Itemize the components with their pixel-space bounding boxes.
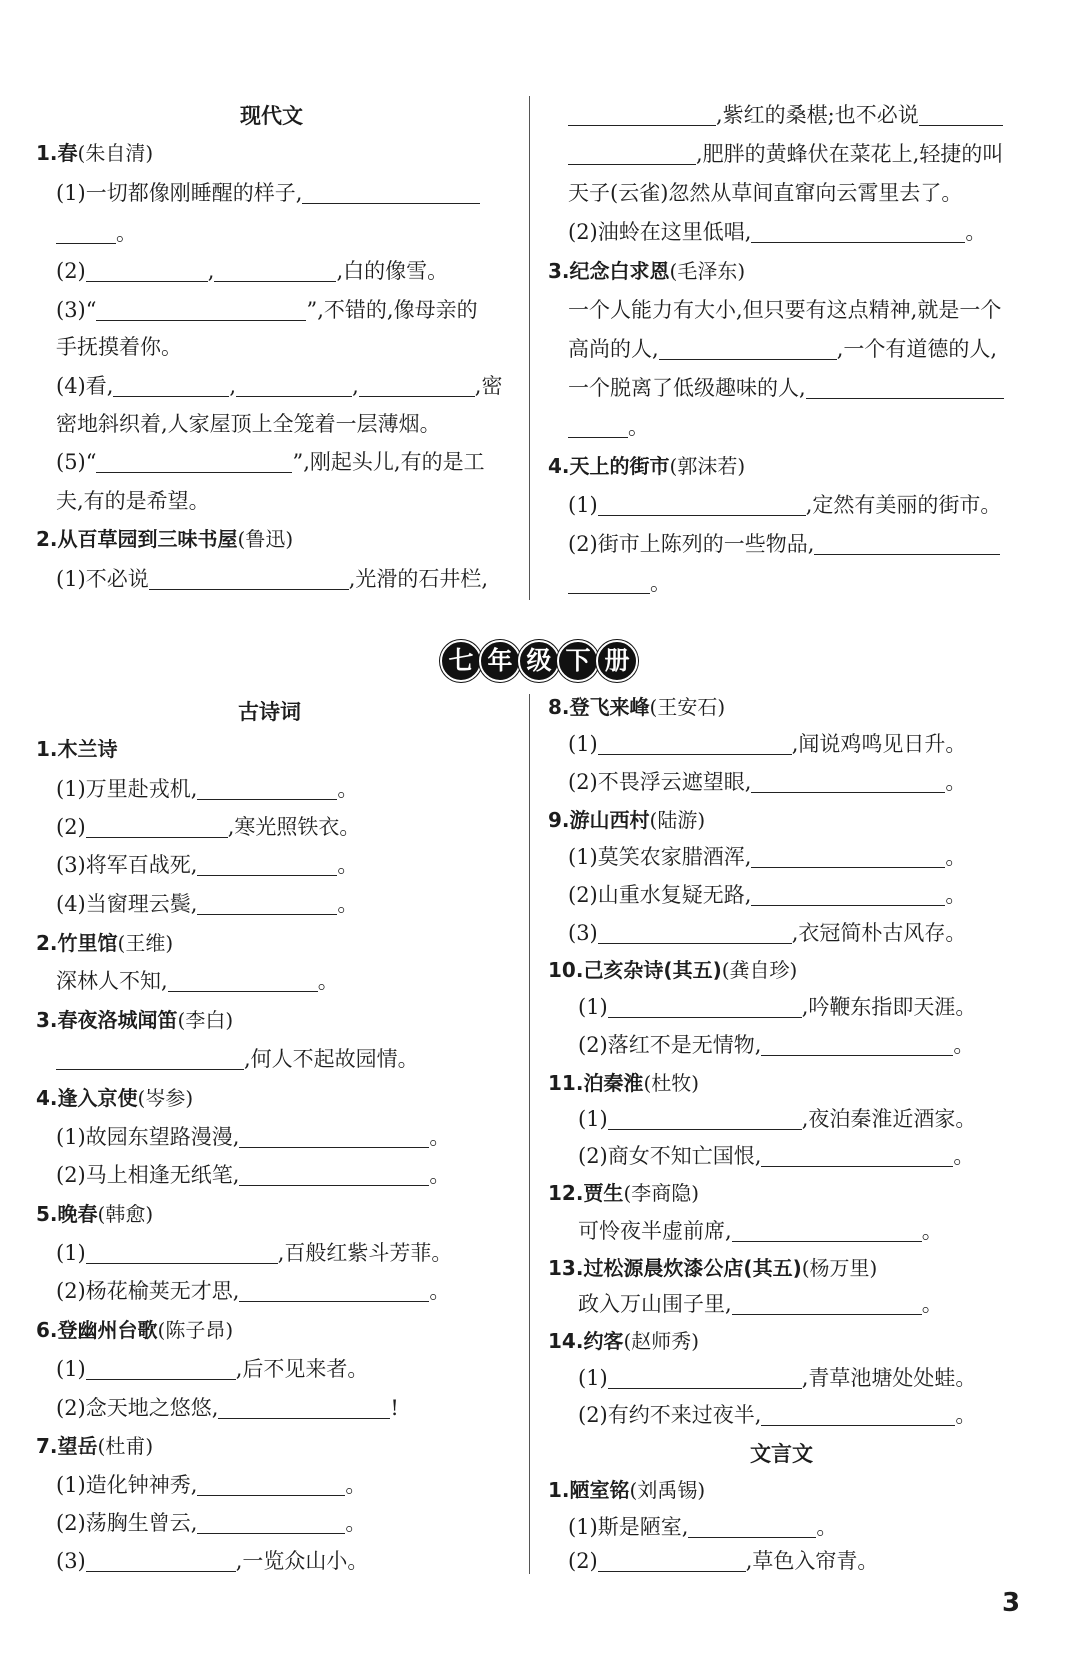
answer-blank[interactable] — [236, 374, 352, 397]
line-text: ,密 — [474, 374, 503, 398]
line-text: (3) — [568, 921, 598, 945]
line-text: (2) — [56, 815, 86, 839]
line-text: ,一览众山小。 — [235, 1549, 369, 1573]
line-text: (2)念天地之悠悠, — [56, 1396, 219, 1420]
fill-line — [568, 1512, 837, 1542]
fill-line — [56, 178, 480, 208]
question-heading — [548, 1068, 699, 1098]
line-text: 。 — [337, 853, 359, 877]
question-heading — [36, 138, 153, 168]
line-text: (4)当窗理云鬓, — [56, 892, 198, 916]
banner-char: 下 — [557, 640, 599, 682]
section-title-classical-prose: 文言文 — [750, 1442, 813, 1466]
answer-blank[interactable] — [732, 1292, 922, 1315]
line-text: 。 — [945, 770, 967, 794]
question-number: 13. — [548, 1256, 584, 1280]
line-text: ,紫红的桑椹;也不必说 — [716, 103, 919, 127]
line-text: (3)“ — [56, 298, 97, 322]
question-title: 从百草园到三味书屋 — [57, 527, 238, 551]
answer-blank[interactable] — [359, 374, 475, 397]
line-text: (2)有约不来过夜半, — [578, 1403, 762, 1427]
answer-blank[interactable] — [302, 181, 480, 204]
question-title: 贾生 — [583, 1181, 624, 1205]
question-title: 登飞来峰 — [569, 695, 650, 719]
line-text: (2)油蛉在这里低唱, — [568, 220, 752, 244]
answer-blank[interactable] — [113, 374, 229, 397]
question-number: 4. — [548, 454, 570, 478]
question-number: 7. — [36, 1434, 58, 1458]
answer-blank[interactable] — [86, 815, 228, 838]
question-author: (陆游) — [649, 808, 706, 832]
answer-blank[interactable] — [197, 1511, 345, 1534]
question-heading — [36, 928, 173, 958]
question-number: 12. — [548, 1181, 584, 1205]
answer-blank[interactable] — [806, 376, 1004, 399]
fill-line — [56, 447, 485, 477]
question-author: (岑参) — [137, 1086, 194, 1110]
line-text: ! — [390, 1396, 399, 1420]
answer-blank[interactable] — [608, 1366, 802, 1389]
question-number: 1. — [36, 737, 58, 761]
fill-line — [56, 774, 358, 804]
question-author: (鲁迅) — [237, 527, 294, 551]
question-heading — [36, 1005, 233, 1035]
question-author: (刘禹锡) — [629, 1478, 706, 1502]
line-text: ,光滑的石井栏, — [348, 567, 489, 591]
fill-line — [568, 880, 966, 910]
question-author: (王安石) — [649, 695, 726, 719]
fill-line — [568, 918, 966, 948]
fill-line — [56, 218, 137, 248]
answer-blank[interactable] — [761, 1403, 955, 1426]
line-text: , — [207, 259, 215, 283]
answer-blank[interactable] — [751, 770, 945, 793]
line-text: (3)将军百战死, — [56, 853, 198, 877]
fill-line — [56, 295, 478, 325]
banner-char: 级 — [518, 640, 560, 682]
fill-line — [56, 1122, 450, 1152]
question-number: 5. — [36, 1202, 58, 1226]
page-number: 3 — [1002, 1588, 1021, 1618]
question-author: (龚自珍) — [721, 958, 798, 982]
answer-blank[interactable] — [568, 142, 696, 165]
line-text: (1)一切都像刚睡醒的样子, — [56, 181, 303, 205]
question-title: 泊秦淮 — [583, 1071, 644, 1095]
line-text: (4)看, — [56, 374, 114, 398]
answer-blank[interactable] — [598, 1549, 746, 1572]
question-number: 3. — [36, 1008, 58, 1032]
grade-banner — [440, 640, 635, 684]
line-text: (1) — [568, 493, 598, 517]
answer-blank[interactable] — [56, 221, 116, 244]
line-text: ,吟鞭东指即天涯。 — [801, 995, 977, 1019]
line-text: (1) — [578, 1366, 608, 1390]
answer-blank[interactable] — [218, 1396, 390, 1419]
question-number: 4. — [36, 1086, 58, 1110]
text-line: 天子(云雀)忽然从草间直窜向云霄里去了。 — [568, 181, 963, 205]
line-text: 。 — [317, 969, 339, 993]
question-title: 木兰诗 — [57, 737, 118, 761]
question-title: 过松源晨炊漆公店(其五) — [583, 1256, 802, 1280]
question-heading — [548, 1326, 699, 1356]
answer-blank[interactable] — [197, 1473, 345, 1496]
line-text: (1) — [56, 1357, 86, 1381]
fill-line — [578, 1363, 976, 1393]
question-number: 9. — [548, 808, 570, 832]
line-text: ,青草池塘处处蛙。 — [801, 1366, 977, 1390]
fill-line — [56, 850, 358, 880]
question-author: (李商隐) — [623, 1181, 700, 1205]
question-number: 10. — [548, 958, 584, 982]
question-heading — [36, 734, 118, 764]
line-text: ,肥胖的黄蜂伏在菜花上,轻捷的叫 — [696, 142, 1004, 166]
question-author: (王维) — [117, 931, 174, 955]
fill-line — [578, 1030, 974, 1060]
question-heading — [548, 451, 745, 481]
answer-blank[interactable] — [239, 1163, 429, 1186]
line-text: 可怜夜半虚前席, — [578, 1219, 732, 1243]
answer-blank[interactable] — [568, 571, 650, 594]
question-number: 1. — [548, 1478, 570, 1502]
question-number: 6. — [36, 1318, 58, 1342]
line-text: (2)不畏浮云遮望眼, — [568, 770, 752, 794]
answer-blank[interactable] — [568, 103, 716, 126]
fill-line — [578, 1141, 974, 1171]
line-text: , — [352, 374, 359, 398]
line-text: 。 — [429, 1279, 451, 1303]
question-heading — [36, 524, 293, 554]
line-text: 。 — [345, 1473, 367, 1497]
fill-line — [568, 767, 966, 797]
fill-line — [56, 889, 358, 919]
fill-line — [56, 1393, 399, 1423]
fill-line — [568, 842, 966, 872]
fill-line — [578, 1104, 976, 1134]
line-text: 高尚的人, — [568, 337, 659, 361]
question-author: (郭沫若) — [669, 454, 746, 478]
line-text: 深林人不知, — [56, 969, 168, 993]
question-author: (李白) — [177, 1008, 234, 1032]
answer-blank[interactable] — [56, 1047, 244, 1070]
fill-line — [568, 217, 986, 247]
fill-line — [56, 1546, 368, 1576]
text-line: 一个人能力有大小,但只要有这点精神,就是一个 — [568, 298, 1002, 322]
question-title: 晚春 — [57, 1202, 98, 1226]
answer-blank[interactable] — [86, 1357, 236, 1380]
line-text: (5)“ — [56, 450, 97, 474]
line-text: 。 — [921, 1292, 943, 1316]
line-text: (2) — [568, 1549, 598, 1573]
answer-blank[interactable] — [598, 493, 806, 516]
question-title: 约客 — [583, 1329, 624, 1353]
fill-line — [568, 139, 1003, 169]
line-text: ,后不见来者。 — [235, 1357, 369, 1381]
banner-char: 年 — [479, 640, 521, 682]
fill-line — [56, 564, 488, 594]
question-title: 竹里馆 — [57, 931, 118, 955]
answer-blank[interactable] — [751, 883, 945, 906]
line-text: 。 — [116, 221, 137, 245]
fill-line — [56, 371, 502, 401]
line-text: (1) — [578, 1107, 608, 1131]
answer-blank[interactable] — [598, 921, 792, 944]
answer-blank[interactable] — [86, 259, 208, 282]
line-text: 。 — [945, 845, 967, 869]
question-title: 逢入京使 — [57, 1086, 138, 1110]
line-text: (1)造化钟神秀, — [56, 1473, 198, 1497]
question-heading — [548, 1253, 877, 1283]
question-number: 3. — [548, 259, 570, 283]
line-text: (1) — [568, 732, 598, 756]
fill-line — [568, 412, 649, 442]
question-title: 纪念白求恩 — [569, 259, 670, 283]
fill-line — [568, 568, 671, 598]
answer-blank[interactable] — [732, 1219, 922, 1242]
question-number: 11. — [548, 1071, 584, 1095]
answer-blank[interactable] — [751, 220, 965, 243]
line-text: (2)山重水复疑无路, — [568, 883, 752, 907]
fill-line — [56, 1354, 368, 1384]
question-heading — [548, 1475, 705, 1505]
line-text: (1) — [56, 1241, 86, 1265]
line-text: 。 — [628, 415, 649, 439]
question-author: (杜甫) — [97, 1434, 154, 1458]
line-text: ,何人不起故园情。 — [244, 1047, 419, 1071]
line-text: ,百般红紫斗芳菲。 — [277, 1241, 453, 1265]
line-text: (2) — [56, 259, 86, 283]
line-text: ,白的像雪。 — [336, 259, 449, 283]
answer-blank[interactable] — [239, 1279, 429, 1302]
line-text: 。 — [429, 1125, 451, 1149]
question-author: (毛泽东) — [669, 259, 746, 283]
fill-line — [568, 373, 1004, 403]
question-heading — [548, 1178, 699, 1208]
section-title-modern-text: 现代文 — [240, 104, 303, 128]
answer-blank[interactable] — [197, 892, 337, 915]
fill-line — [568, 100, 1003, 130]
line-text: 。 — [945, 883, 967, 907]
text-line: 手抚摸着你。 — [56, 335, 182, 359]
question-heading — [36, 1431, 153, 1461]
text-line: 夫,有的是希望。 — [56, 489, 210, 513]
line-text: 。 — [816, 1515, 838, 1539]
question-author: (杜牧) — [643, 1071, 700, 1095]
line-text: 。 — [953, 1033, 975, 1057]
line-text: ,一个有道德的人, — [836, 337, 998, 361]
line-text: 。 — [337, 892, 359, 916]
answer-blank[interactable] — [761, 1144, 953, 1167]
question-author: (朱自清) — [77, 141, 154, 165]
line-text: 。 — [337, 777, 359, 801]
line-text: 。 — [345, 1511, 367, 1535]
question-number: 14. — [548, 1329, 584, 1353]
line-text: (2)马上相逢无纸笔, — [56, 1163, 240, 1187]
question-title: 陋室铭 — [569, 1478, 630, 1502]
fill-line — [578, 1400, 976, 1430]
line-text: 。 — [965, 220, 987, 244]
line-text: (2)街市上陈列的一些物品, — [568, 532, 815, 556]
line-text: (2)商女不知亡国恨, — [578, 1144, 762, 1168]
question-heading — [548, 955, 797, 985]
line-text: 政入万山围子里, — [578, 1292, 732, 1316]
line-text: ,闻说鸡鸣见日升。 — [791, 732, 967, 756]
question-heading — [36, 1315, 233, 1345]
line-text: (2)杨花榆荚无才思, — [56, 1279, 240, 1303]
question-title: 春 — [57, 141, 78, 165]
section-title-ancient-poetry: 古诗词 — [238, 700, 301, 724]
answer-blank[interactable] — [659, 337, 837, 360]
fill-line — [56, 1160, 450, 1190]
answer-blank[interactable] — [214, 259, 336, 282]
line-text: (1)不必说 — [56, 567, 149, 591]
answer-blank[interactable] — [239, 1125, 429, 1148]
fill-line — [56, 1508, 366, 1538]
text-line: 密地斜织着,人家屋顶上全笼着一层薄烟。 — [56, 412, 441, 436]
question-author: (赵师秀) — [623, 1329, 700, 1353]
line-text: ”,刚起头儿,有的是工 — [292, 450, 485, 474]
line-text: (1)万里赴戎机, — [56, 777, 198, 801]
fill-line — [56, 256, 448, 286]
line-text: (1) — [578, 995, 608, 1019]
line-text: ,夜泊秦淮近酒家。 — [801, 1107, 977, 1131]
banner-char: 册 — [596, 640, 638, 682]
question-heading — [36, 1083, 193, 1113]
line-text: (1)斯是陋室, — [568, 1515, 689, 1539]
answer-blank[interactable] — [688, 1515, 816, 1538]
fill-line — [578, 1216, 943, 1246]
line-text: (2)落红不是无情物, — [578, 1033, 762, 1057]
answer-blank[interactable] — [197, 777, 337, 800]
question-heading — [548, 805, 705, 835]
answer-blank[interactable] — [568, 415, 628, 438]
fill-line — [568, 1546, 878, 1576]
question-title: 登幽州台歌 — [57, 1318, 158, 1342]
answer-blank[interactable] — [608, 1107, 802, 1130]
answer-blank[interactable] — [86, 1241, 278, 1264]
fill-line — [568, 529, 1000, 559]
question-heading — [548, 256, 745, 286]
answer-blank[interactable] — [168, 969, 318, 992]
line-text: 。 — [650, 571, 671, 595]
question-heading — [36, 1199, 153, 1229]
line-text: (3) — [56, 1549, 86, 1573]
line-text: 。 — [921, 1219, 943, 1243]
question-title: 己亥杂诗(其五) — [583, 958, 722, 982]
line-text: ”,不错的,像母亲的 — [306, 298, 478, 322]
answer-blank[interactable] — [96, 298, 306, 321]
question-title: 天上的街市 — [569, 454, 670, 478]
answer-blank[interactable] — [608, 995, 802, 1018]
fill-line — [568, 334, 997, 364]
line-text: 一个脱离了低级趣味的人, — [568, 376, 806, 400]
fill-line — [56, 1470, 366, 1500]
line-text: 。 — [955, 1403, 977, 1427]
answer-blank[interactable] — [149, 567, 349, 590]
line-text: ,寒光照铁衣。 — [227, 815, 361, 839]
line-text: ,衣冠简朴古风存。 — [791, 921, 967, 945]
fill-line — [56, 812, 360, 842]
question-author: (杨万里) — [801, 1256, 878, 1280]
line-text: (2)荡胸生曾云, — [56, 1511, 198, 1535]
question-heading — [548, 692, 725, 722]
answer-blank[interactable] — [598, 732, 792, 755]
question-number: 2. — [36, 931, 58, 955]
fill-line — [56, 1044, 419, 1074]
question-author: (陈子昂) — [157, 1318, 234, 1342]
line-text: 。 — [429, 1163, 451, 1187]
answer-blank[interactable] — [761, 1033, 953, 1056]
question-number: 8. — [548, 695, 570, 719]
fill-line — [578, 1289, 943, 1319]
fill-line — [578, 992, 976, 1022]
question-number: 2. — [36, 527, 58, 551]
column-divider-top — [529, 96, 530, 600]
question-title: 春夜洛城闻笛 — [57, 1008, 178, 1032]
fill-line — [568, 729, 966, 759]
line-text: , — [229, 374, 237, 398]
answer-blank[interactable] — [751, 845, 945, 868]
column-divider-bottom — [529, 694, 530, 1574]
fill-line — [56, 966, 339, 996]
question-title: 游山西村 — [569, 808, 650, 832]
answer-blank[interactable] — [814, 532, 1000, 555]
answer-blank[interactable] — [197, 853, 337, 876]
answer-blank[interactable] — [919, 103, 1003, 126]
fill-line — [56, 1276, 450, 1306]
fill-line — [568, 490, 1001, 520]
line-text: (1)故园东望路漫漫, — [56, 1125, 240, 1149]
question-author: (韩愈) — [97, 1202, 154, 1226]
answer-blank[interactable] — [86, 1549, 236, 1572]
line-text: 。 — [953, 1144, 975, 1168]
fill-line — [56, 1238, 452, 1268]
line-text: ,定然有美丽的街市。 — [805, 493, 1002, 517]
answer-blank[interactable] — [96, 450, 292, 473]
line-text: ,草色入帘青。 — [745, 1549, 879, 1573]
question-number: 1. — [36, 141, 58, 165]
line-text: (1)莫笑农家腊酒浑, — [568, 845, 752, 869]
banner-char: 七 — [440, 640, 482, 682]
question-title: 望岳 — [57, 1434, 98, 1458]
